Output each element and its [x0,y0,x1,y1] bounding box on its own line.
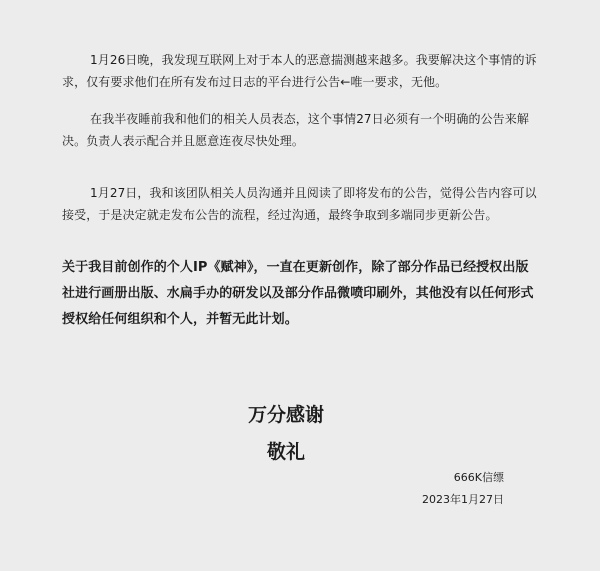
signature-date: 2023年1月27日 [422,493,504,506]
signature-name: 666K信缥 [453,471,504,484]
statement-paragraph-1: 1月26日晚，我发现互联网上对于本人的恶意揣测越来越多。我要解决这个事情的诉求，仅有要求他们在所有发布过日志的平台进行公告←唯一要求，无他。 [62,53,537,89]
statement-paragraph-3: 1月27日，我和该团队相关人员沟通并且阅读了即将发布的公告，觉得公告内容可以接受，于是决定就走发布公告的流程，经过沟通，最终争取到多端同步更新公告。 [62,186,537,222]
statement-paragraph-4: 关于我目前创作的个人IP《赋神》，一直在更新创作，除了部分作品已经授权出版社进行画册出版、水扁手办的研发以及部分作品微喷印刷外，其他没有以任何形式授权给任何组织和个人，并暂无此计划。 [62,260,534,327]
statement-paragraph-2: 在我半夜睡前我和他们的相关人员表态，这个事情27日必须有一个明确的公告来解决。负责人表示配合并且愿意连夜尽快处理。 [62,112,529,148]
closing-thanks: 万分感谢 [247,404,324,426]
closing-regards: 敬礼 [266,441,305,463]
